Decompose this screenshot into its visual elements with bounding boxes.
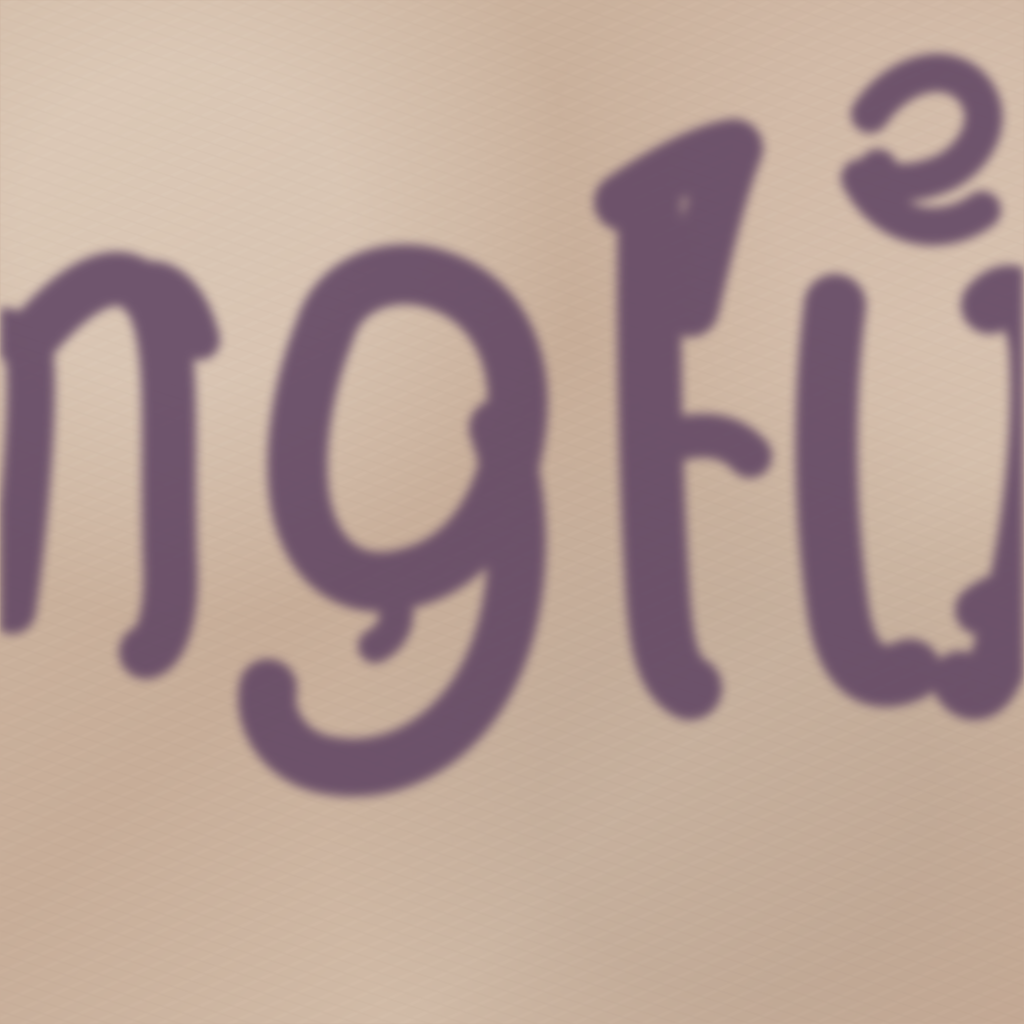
letter-e-partial — [960, 294, 1024, 691]
letter-g — [267, 274, 518, 767]
letter-l — [623, 148, 750, 688]
letter-n — [0, 279, 200, 652]
letter-i — [826, 73, 983, 676]
